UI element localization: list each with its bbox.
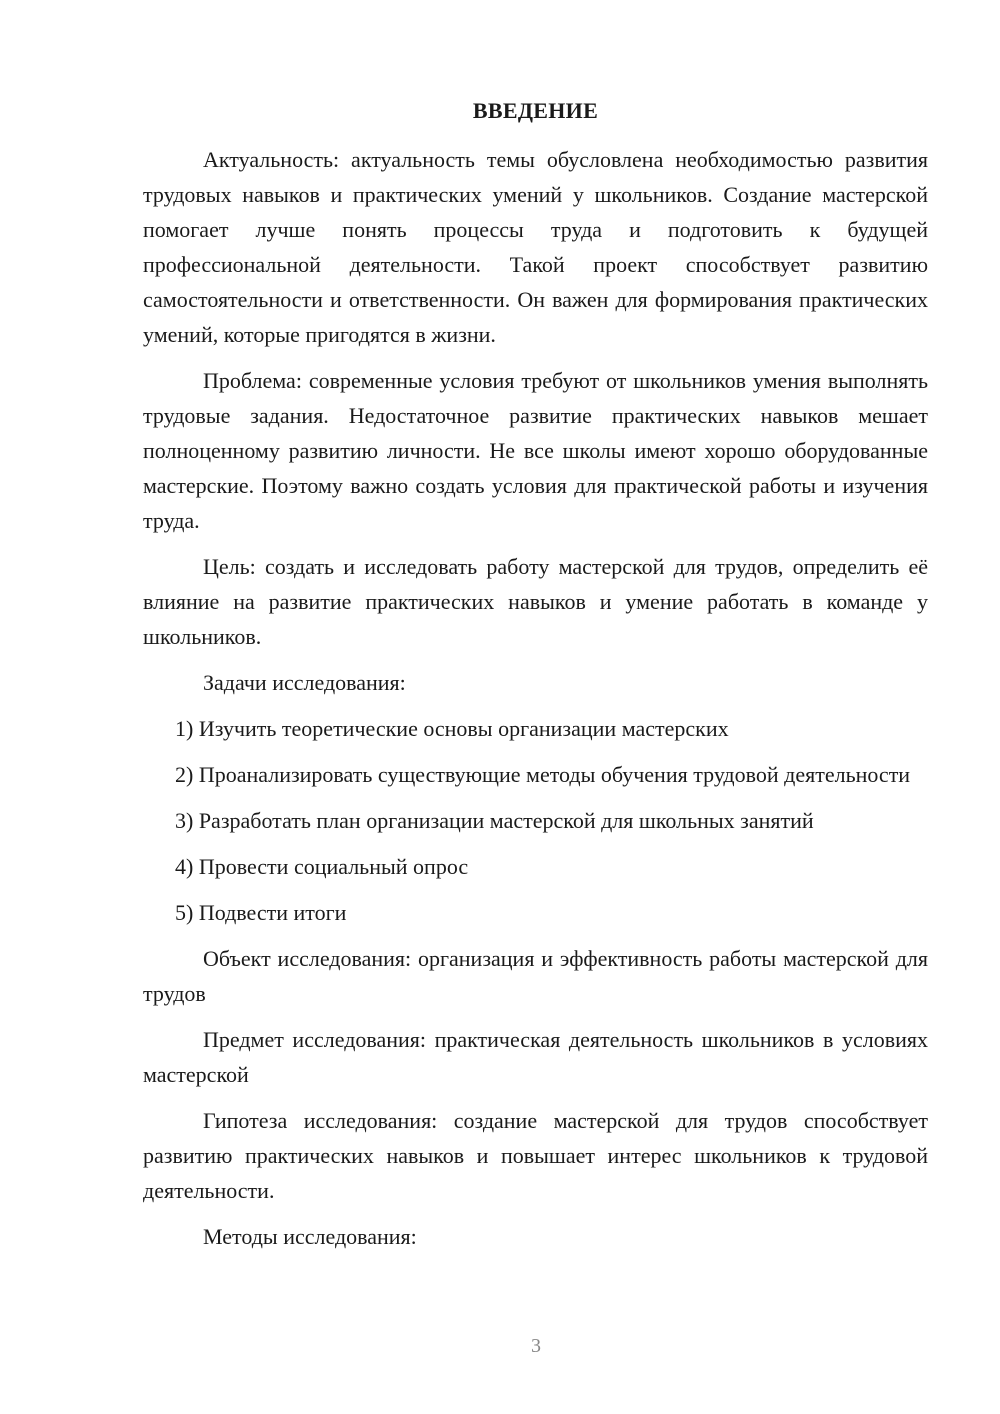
task-item-2: 2) Проанализировать существующие методы обучения трудовой деятельности (175, 762, 911, 787)
paragraph-problem: Проблема: современные условия требуют от школьников умения выполнять трудовые задания. Недостаточное развитие практических навыков мешает полноценному развитию личности. Не все школы имеют хорошо оборудованные мастерские. Поэтому важно создать условия для практической работы и изучения труда. (143, 368, 928, 533)
paragraph-goal: Цель: создать и исследовать работу мастерской для трудов, определить её влияние на развитие практических навыков и умение работать в команде у школьников. (143, 554, 928, 649)
paragraph-hypothesis: Гипотеза исследования: создание мастерской для трудов способствует развитию практических навыков и повышает интерес школьников к трудовой деятельности. (143, 1108, 928, 1203)
paragraph-methods: Методы исследования: (203, 1224, 417, 1249)
paragraph-tasks-heading: Задачи исследования: (203, 670, 406, 695)
task-item-5: 5) Подвести итоги (175, 900, 347, 925)
page-title: ВВЕДЕНИЕ (472, 98, 599, 123)
page-number: 3 (531, 1335, 541, 1357)
task-item-3: 3) Разработать план организации мастерской для школьных занятий (175, 808, 814, 833)
task-item-4: 4) Провести социальный опрос (175, 854, 469, 879)
task-item-1: 1) Изучить теоретические основы организации мастерских (175, 716, 729, 741)
paragraph-subject: Предмет исследования: практическая деятельность школьников в условиях мастерской (143, 1027, 928, 1087)
paragraph-object: Объект исследования: организация и эффективность работы мастерской для трудов (143, 946, 928, 1006)
paragraph-relevance: Актуальность: актуальность темы обусловлена необходимостью развития трудовых навыков и практических умений у школьников. Создание мастерской помогает лучше понять процессы труда и подготовить к будущей профессиональной деятельности. Такой проект способствует развитию самостоятельности и ответственности. Он важен для формирования практических умений, которые пригодятся в жизни. (143, 147, 928, 347)
document-body (143, 142, 928, 1265)
